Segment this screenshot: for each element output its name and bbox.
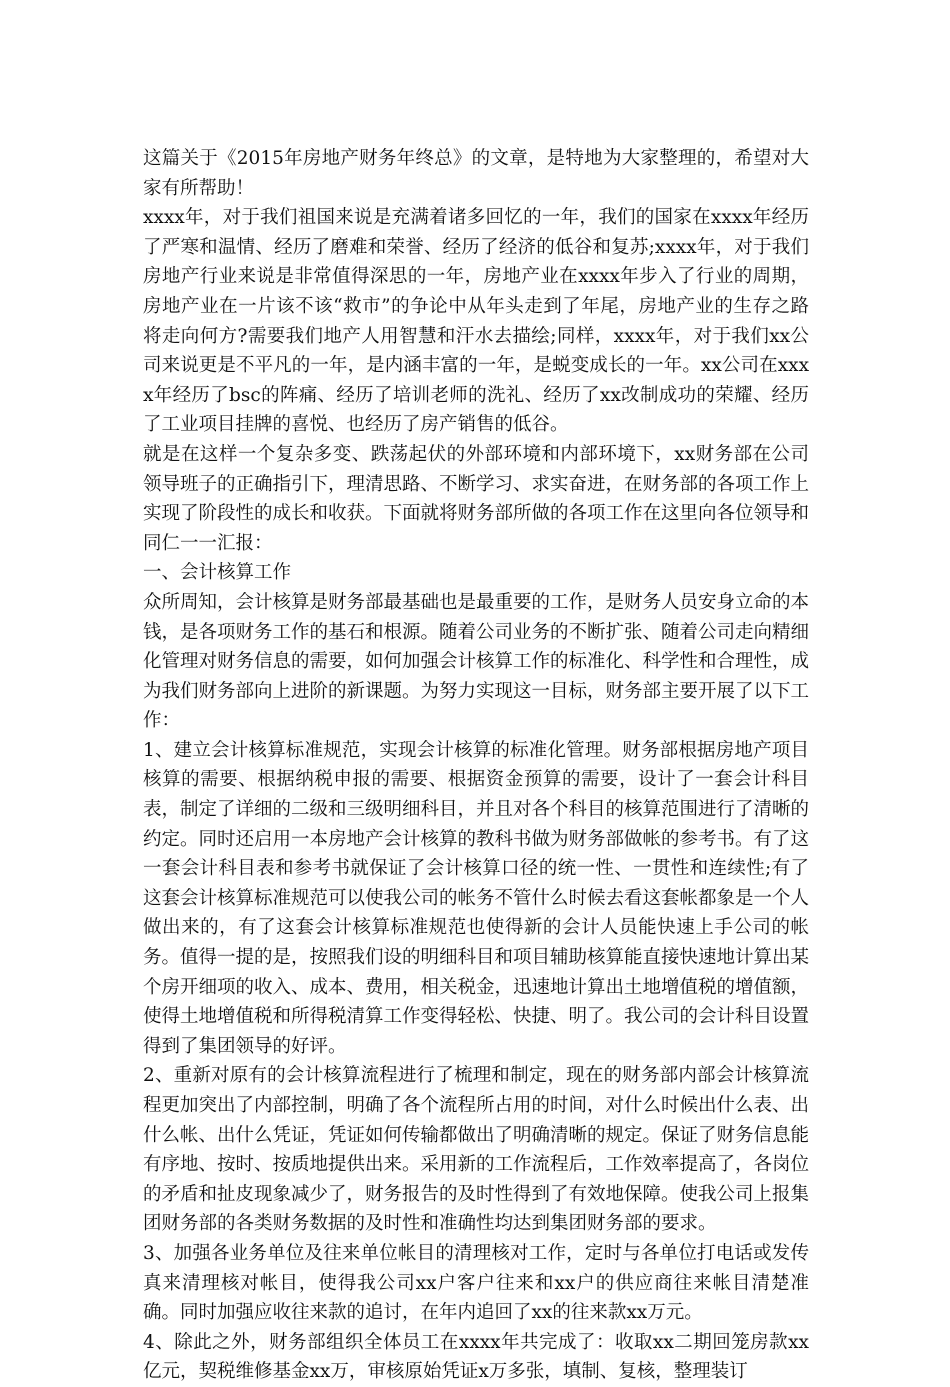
paragraph-item-2: 2、重新对原有的会计核算流程进行了梳理和制定，现在的财务部内部会计核算流程更加突出了内部控制，明确了各个流程所占用的时间，对什么时候出什么表、出什么帐、出什么凭证，凭证如何传输都做出了明确清晰的规定。保证了财务信息能有序地、按时、按质地提供出来。采用新的工作流程后，工作效率提高了，各岗位的矛盾和扯皮现象减少了，财务报告的及时性得到了有效地保障。使我公司上报集团财务部的各类财务数据的及时性和准确性均达到集团财务部的要求。 [143,1065,810,1235]
paragraph-item-3: 3、加强各业务单位及往来单位帐目的清理核对工作，定时与各单位打电话或发传真来清理核对帐目，使得我公司xx户客户往来和xx户的供应商往来帐目清楚准确。同时加强应收往来款的追讨，在年内追回了xx的往来款xx万元。 [143,1242,809,1324]
intro-paragraph: 这篇关于《2015年房地产财务年终总》的文章，是特地为大家整理的，希望对大家有所帮助！ [143,148,809,199]
paragraph-accounting-intro: 众所周知，会计核算是财务部最基础也是最重要的工作，是财务人员安身立命的本钱，是各项财务工作的基石和根源。随着公司业务的不断扩张、随着公司走向精细化管理对财务信息的需要，如何加强会计核算工作的标准化、科学性和合理性，成为我们财务部向上进阶的新课题。为努力实现这一目标，财务部主要开展了以下工作： [143,591,810,732]
paragraph-year-review: xxxx年，对于我们祖国来说是充满着诸多回忆的一年，我们的国家在xxxx年经历了严寒和温情、经历了磨难和荣誉、经历了经济的低谷和复苏;xxxx年，对于我们房地产行业来说是非常值得深思的一年，房地产业在xxxx年步入了行业的周期，房地产业在一片该不该“救市”的争论中从年头走到了年尾，房地产业的生存之路将走向何方?需要我们地产人用智慧和汗水去描绘;同样，xxxx年，对于我们xx公司来说更是不平凡的一年，是内涵丰富的一年，是蜕变成长的一年。xx公司在xxxx年经历了bsc的阵痛、经历了培训老师的洗礼、经历了xx改制成功的荣耀、经历了工业项目挂牌的喜悦、也经历了房产销售的低谷。 [143,207,809,436]
section-heading-accounting: 一、会计核算工作 [143,562,292,584]
paragraph-item-1: 1、建立会计核算标准规范，实现会计核算的标准化管理。财务部根据房地产项目核算的需要、根据纳税申报的需要、根据资金预算的需要，设计了一套会计科目表，制定了详细的二级和三级明细科目，并且对各个科目的核算范围进行了清晰的约定。同时还启用一本房地产会计核算的教科书做为财务部做帐的参考书。有了这一套会计科目表和参考书就保证了会计核算口径的统一性、一贯性和连续性;有了这套会计核算标准规范可以使我公司的帐务不管什么时候去看这套帐都象是一个人做出来的，有了这套会计核算标准规范也使得新的会计人员能快速上手公司的帐务。值得一提的是，按照我们设的明细科目和项目辅助核算能直接快速地计算出某个房开细项的收入、成本、费用，相关税金，迅速地计算出土地增值税的增值额，使得土地增值税和所得税清算工作变得轻松、快捷、明了。我公司的会计科目设置得到了集团领导的好评。 [143,739,810,1057]
paragraph-item-4: 4、除此之外，财务部组织全体员工在xxxx年共完成了：收取xx二期回笼房款xx亿元，契税维修基金xx万，审核原始凭证x万多张，填制、复核，整理装订 [143,1331,809,1383]
document-body [143,144,809,1387]
paragraph-finance-overview: 就是在这样一个复杂多变、跌荡起伏的外部环境和内部环境下，xx财务部在公司领导班子的正确指引下，理清思路、不断学习、求实奋进，在财务部的各项工作上实现了阶段性的成长和收获。下面就将财务部所做的各项工作在这里向各位领导和同仁一一汇报： [143,443,810,554]
